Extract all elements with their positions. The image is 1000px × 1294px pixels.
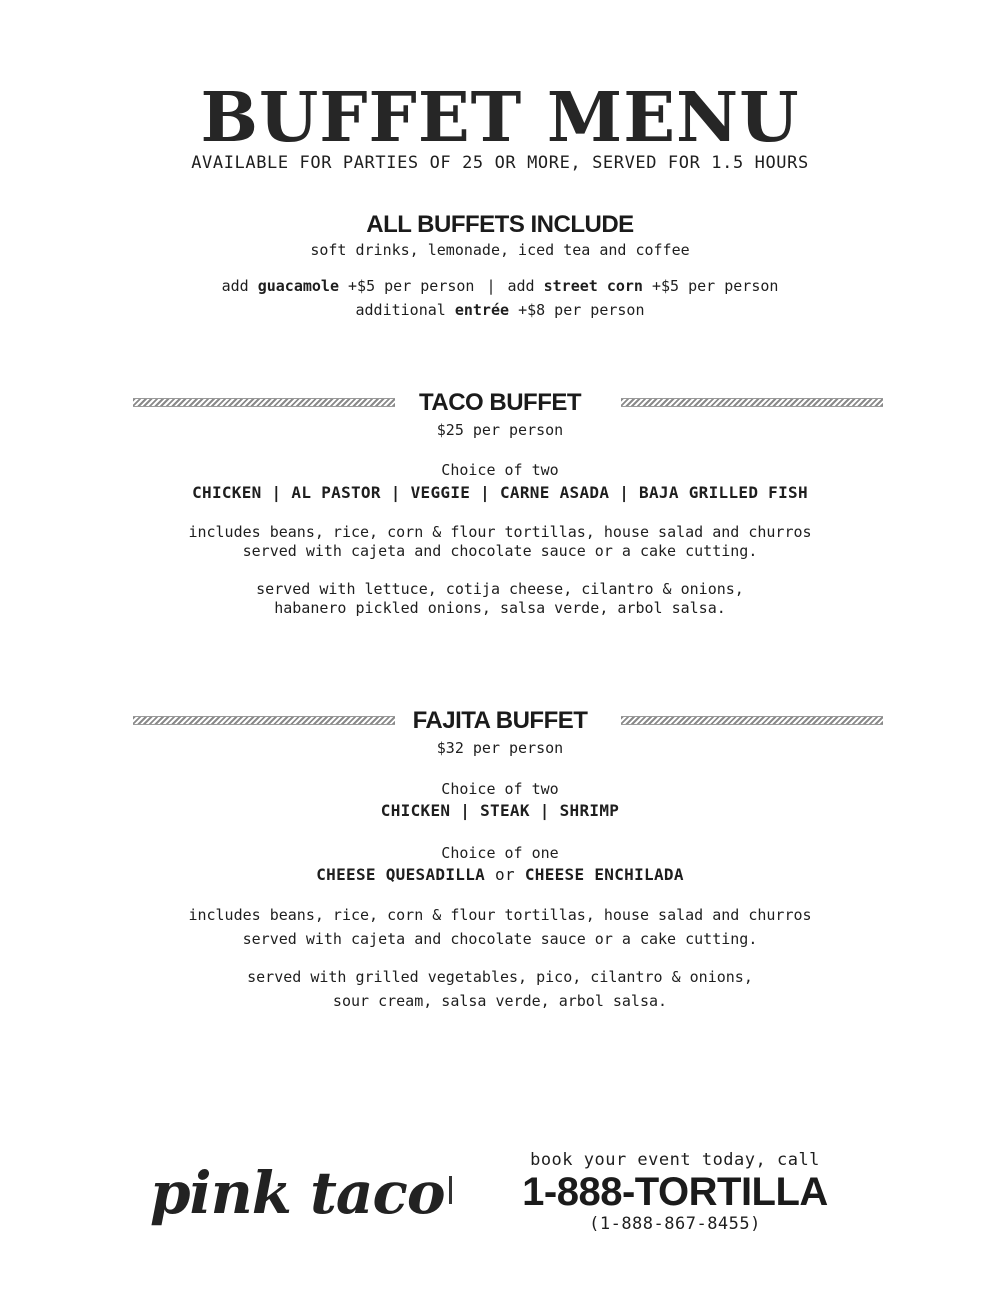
- addon-street-corn: add street corn +$5 per person: [507, 277, 779, 295]
- addon-guacamole: add guacamole +$5 per person: [221, 277, 475, 295]
- fajita-choice2-label: Choice of one: [441, 844, 559, 862]
- includes-heading: ALL BUFFETS INCLUDE: [366, 211, 634, 238]
- includes-drinks: soft drinks, lemonade, iced tea and coffee: [310, 241, 690, 259]
- taco-includes-line1: includes beans, rice, corn & flour tortillas, house salad and churros: [188, 523, 812, 541]
- footer-book-text: book your event today, call: [530, 1150, 820, 1170]
- footer-phone: 1-888-TORTILLA: [522, 1170, 828, 1214]
- footer-phone-digits: (1-888-867-8455): [589, 1214, 761, 1234]
- fajita-choices: CHICKEN | STEAK | SHRIMP: [380, 801, 620, 820]
- footer-divider: [449, 1176, 452, 1204]
- fajita-choice2: CHEESE QUESADILLA or CHEESE ENCHILADA: [316, 865, 684, 884]
- fajita-price: $32 per person: [436, 739, 564, 757]
- page-subtitle: AVAILABLE FOR PARTIES OF 25 OR MORE, SERVED FOR 1.5 HOURS: [191, 153, 809, 173]
- taco-served-line1: served with lettuce, cotija cheese, cilantro & onions,: [256, 580, 744, 598]
- addon-entree: additional entrée +$8 per person: [355, 301, 645, 319]
- fajita-served-line2: sour cream, salsa verde, arbol salsa.: [332, 992, 668, 1010]
- fajita-served-line1: served with grilled vegetables, pico, cilantro & onions,: [247, 968, 753, 986]
- pink-taco-logo: pink taco: [150, 1159, 445, 1227]
- taco-served-line2: habanero pickled onions, salsa verde, arbol salsa.: [274, 599, 726, 617]
- taco-price: $25 per person: [436, 421, 564, 439]
- taco-includes-line2: served with cajeta and chocolate sauce or a cake cutting.: [242, 542, 758, 560]
- fajita-includes-line2: served with cajeta and chocolate sauce or a cake cutting.: [242, 930, 758, 948]
- addons-line: [0, 276, 1000, 296]
- fajita-choice-label: Choice of two: [441, 780, 559, 798]
- page-title: BUFFET MENU: [200, 78, 800, 158]
- taco-choices: CHICKEN | AL PASTOR | VEGGIE | CARNE ASADA | BAJA GRILLED FISH: [192, 483, 808, 502]
- taco-heading: TACO BUFFET: [418, 389, 582, 416]
- fajita-includes-line1: includes beans, rice, corn & flour tortillas, house salad and churros: [188, 906, 812, 924]
- taco-choice-label: Choice of two: [441, 461, 559, 479]
- addon-divider: |: [486, 277, 496, 295]
- fajita-heading: FAJITA BUFFET: [412, 707, 588, 734]
